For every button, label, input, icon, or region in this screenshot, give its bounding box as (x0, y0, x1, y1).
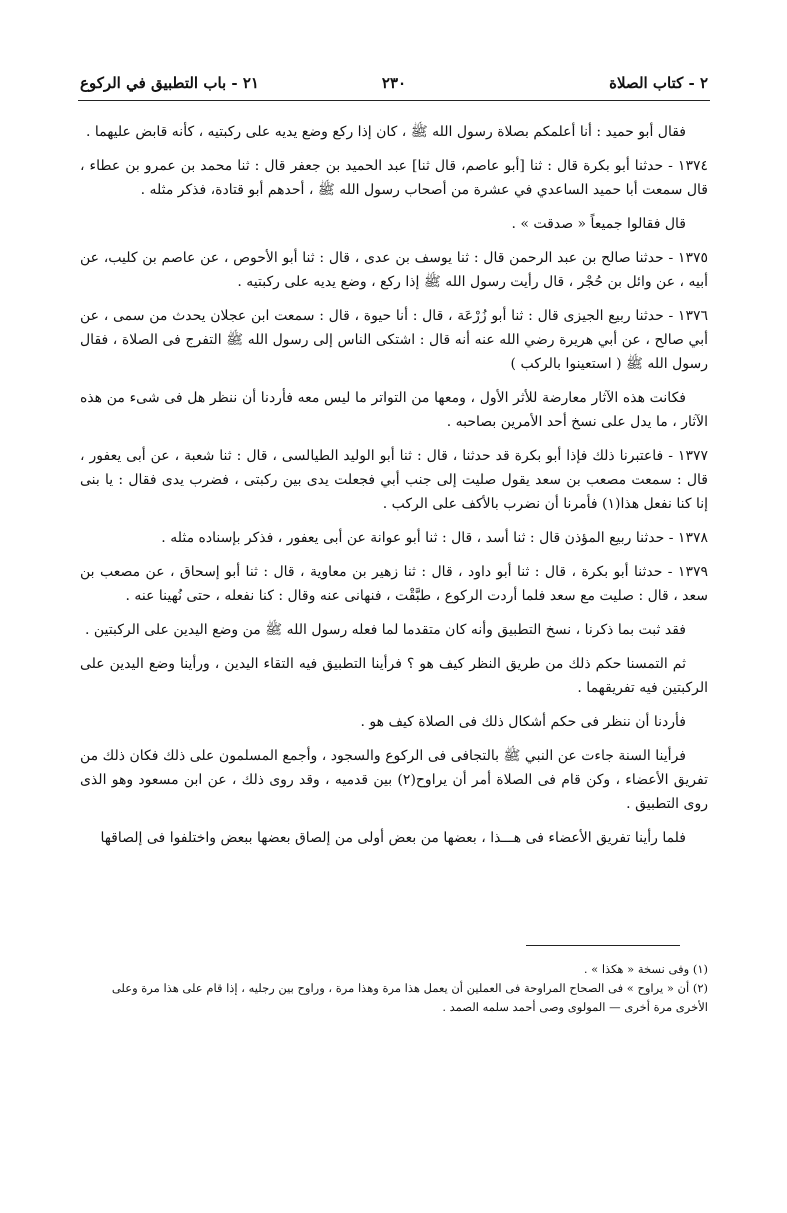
hadith-1374: ١٣٧٤ - حدثنا أبو بكرة قال : ثنا [أبو عاصم، قال ثنا] عبد الحميد بن جعفر قال : ثنا محمد بن عمرو بن عطاء ، قال سمعت أبا حميد الساعدي في عشرة من أصحاب رسول الله ﷺ ، أحدهم أبو قتادة، فذكر مثله . (80, 158, 708, 198)
footnotes (80, 960, 708, 1017)
header-book-title: ٢ - كتاب الصلاة (609, 74, 708, 92)
hadith-1376: ١٣٧٦ - حدثنا ربيع الجيزى قال : ثنا أبو زُرْعَة ، قال : أنا حيوة ، قال : سمعت ابن عجلان يحدث من سمى ، عن أبي صالح ، عن أبي هريرة رضي الله عنه أنه قال : اشتكى الناس إلى رسول الله ﷺ التفرج فى الصلاة ، فقال رسول الله ﷺ ( استعينوا بالركب ) (80, 308, 708, 372)
paragraph: فلما رأينا تفريق الأعضاء فى هـــذا ، بعضها من بعض أولى من إلصاق بعضها ببعض واختلفوا فى إلصاقها (100, 830, 686, 846)
hadith-1377: ١٣٧٧ - فاعتبرنا ذلك فإذا أبو بكرة قد حدثنا ، قال : ثنا أبو الوليد الطيالسى ، قال : ثنا شعبة ، عن أبى يعفور ، قال : سمعت مصعب بن سعد يقول صليت إلى جنب أبي فجعلت يدى بين ركبتى ، فضرب يدى فقال : يا بنى إنا كنا نفعل هذا(١) فأمرنا أن نضرب بالأكف على الركب . (80, 448, 708, 512)
main-text (80, 120, 708, 860)
paragraph: فقال أبو حميد : أنا أعلمكم بصلاة رسول الله ﷺ ، كان إذا ركع وضع يديه على ركبتيه ، كأنه قابض عليهما . (85, 124, 686, 140)
paragraph: فقد ثبت بما ذكرنا ، نسخ التطبيق وأنه كان متقدما لما فعله رسول الله ﷺ من وضع اليدين على الركبتين . (85, 622, 686, 638)
footnote-divider (526, 945, 680, 946)
paragraph: قال فقالوا جميعاً « صدقت » . (511, 216, 686, 232)
footnote-2: (٢) أن « يراوح » فى الصحاح المراوحة فى العملين أن يعمل هذا مرة وهذا مرة ، وراوح بين رجليه ، إذا قام على هذا مرة وعلى الأخرى مرة أخرى — المولوى وصى أحمد سلمه الصمد . (111, 981, 708, 1014)
paragraph: فأردنا أن ننظر فى حكم أشكال ذلك فى الصلاة كيف هو . (360, 714, 686, 730)
paragraph: فكانت هذه الآثار معارضة للأثر الأول ، ومعها من التواتر ما ليس معه فأردنا أن ننظر هل فى شىء من هذه الآثار ، ما يدل على نسخ أحد الأمرين بصاحبه . (80, 390, 708, 430)
page-number: ٢٣٠ (381, 74, 407, 92)
hadith-1379: ١٣٧٩ - حدثنا أبو بكرة ، قال : ثنا أبو داود ، قال : ثنا زهير بن معاوية ، قال : ثنا أبو إسحاق ، عن مصعب بن سعد ، قال : صليت مع سعد فلما أردت الركوع ، طبَّقْت ، فنهانى عنه وقال : كنا نفعله ، حتى نُهينا عنه . (80, 564, 708, 604)
header-chapter-title: ٢١ - باب التطبيق في الركوع (80, 74, 259, 92)
hadith-1378: ١٣٧٨ - حدثنا ربيع المؤذن قال : ثنا أسد ، قال : ثنا أبو عوانة عن أبى يعفور ، فذكر بإسناده مثله . (161, 530, 708, 546)
running-header (80, 74, 708, 96)
hadith-1375: ١٣٧٥ - حدثنا صالح بن عبد الرحمن قال : ثنا يوسف بن عدى ، قال : ثنا أبو الأحوص ، عن عاصم بن كليب، عن أبيه ، عن وائل بن حُجْر ، قال رأيت رسول الله ﷺ إذا ركع ، وضع يديه على ركبتيه . (80, 250, 708, 290)
footnote-1: (١) وفى نسخة « هكذا » . (583, 962, 708, 976)
paragraph: ثم التمسنا حكم ذلك من طريق النظر كيف هو ؟ فرأينا التطبيق فيه التقاء اليدين ، ورأينا وضع اليدين على الركبتين فيه تفريقهما . (80, 656, 708, 696)
paragraph: فرأينا السنة جاءت عن النبي ﷺ بالتجافى فى الركوع والسجود ، وأجمع المسلمون على ذلك فكان ذلك من تفريق الأعضاء ، وكن قام فى الصلاة أمر أن يراوح(٢) بين قدميه ، وقد روى ذلك ، عن ابن مسعود وهو الذى روى التطبيق . (80, 748, 709, 812)
header-divider (78, 100, 710, 101)
